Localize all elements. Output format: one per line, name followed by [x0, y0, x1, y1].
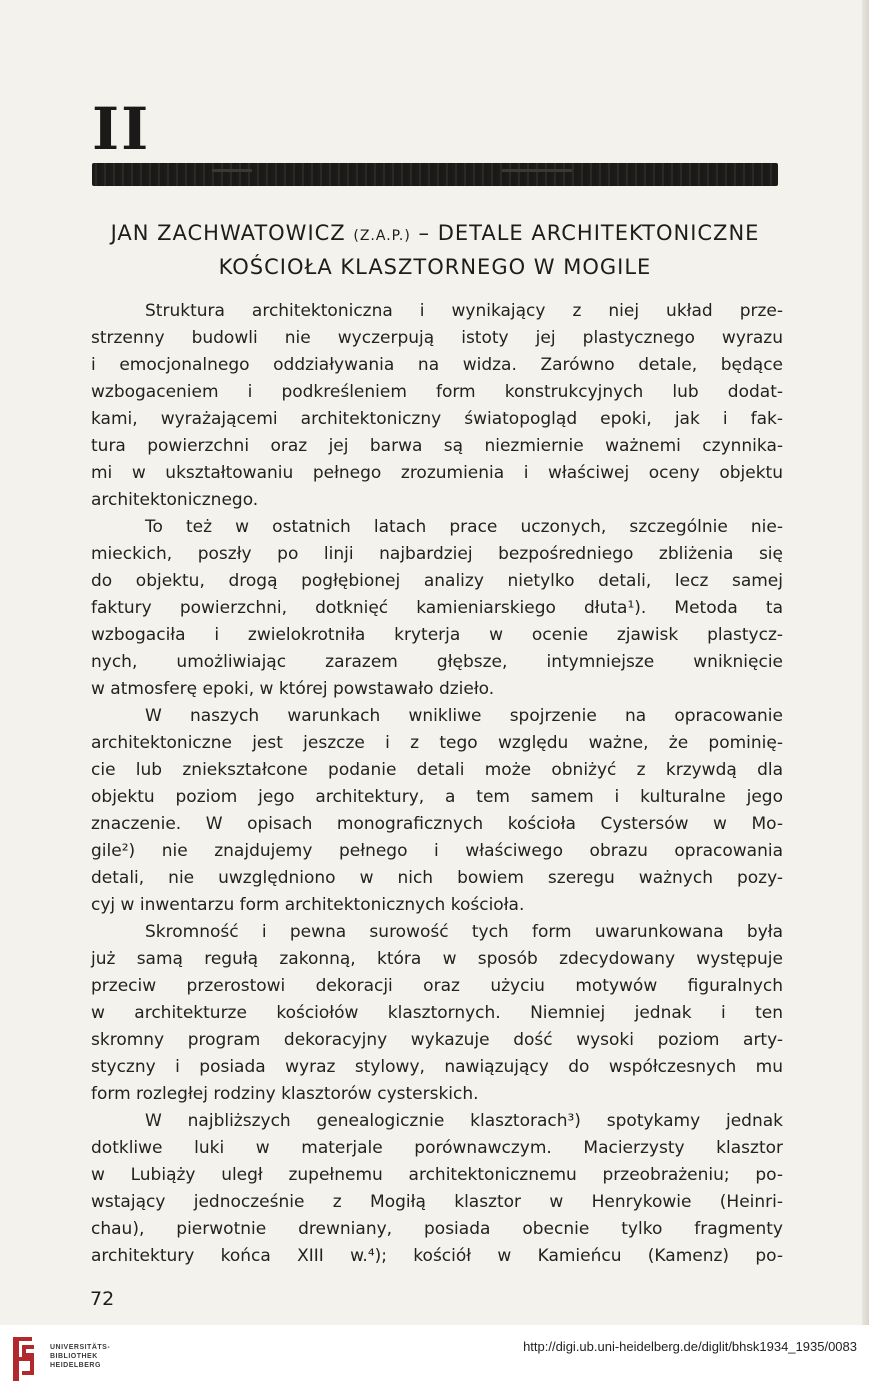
text-line: już samą regułą zakonną, która w sposób zdecydowany występuje — [91, 949, 783, 969]
text-line: i emocjonalnego oddziaływania na widza. Zarówno detale, będące — [91, 355, 783, 375]
text-line: To też w ostatnich latach prace uczonych, szczególnie nie- — [145, 517, 783, 537]
article-title-line-2: KOŚCIOŁA KLASZTORNEGO W MOGILE — [218, 255, 652, 279]
text-line: detali, nie uwzględniono w nich bowiem szeregu ważnych pozy- — [91, 868, 783, 888]
library-logo-text — [50, 1343, 110, 1370]
text-line: znaczenie. W opisach monograficznych kościoła Cystersów w Mo- — [91, 814, 783, 834]
logo-line: UNIVERSITÄTS- — [50, 1344, 111, 1351]
permalink-url[interactable]: http://digi.ub.uni-heidelberg.de/diglit/bhsk1934_1935/0083 — [523, 1339, 857, 1354]
text-line: do objektu, drogą pogłębionej analizy nietylko detali, lecz samej — [91, 571, 783, 591]
text-line: w atmosferę epoki, w której powstawało dzieło. — [91, 679, 495, 699]
text-line: form rozległej rodziny klasztorów cysterskich. — [91, 1084, 479, 1104]
text-line: cie lub zniekształcone podanie detali może obniżyć z krzywdą dla — [91, 760, 783, 780]
text-line: architektonicznego. — [91, 490, 259, 510]
text-line: w Lubiąży uległ zupełnemu architektonicznemu przeobrażeniu; po- — [91, 1165, 783, 1185]
text-line: mi w ukształtowaniu pełnego zrozumienia i właściwej oceny objektu — [91, 463, 783, 483]
text-line: w architekturze kościołów klasztornych. Niemniej jednak i ten — [91, 1003, 783, 1023]
text-line: architektoniczne jest jeszcze i z tego względu ważne, że pominię- — [91, 733, 783, 753]
text-line: cyj w inwentarzu form architektonicznych kościoła. — [91, 895, 525, 915]
text-line: objektu poziom jego architektury, a tem samem i kulturalne jego — [91, 787, 783, 807]
chapter-numeral: II — [92, 95, 151, 163]
library-logo-icon[interactable] — [10, 1335, 36, 1383]
text-line: skromny program dekoracyjny wykazuje dość wysoki poziom arty- — [91, 1030, 783, 1050]
text-line: nych, umożliwiając zarazem głębsze, intymniejsze wniknięcie — [91, 652, 783, 672]
page-number: 72 — [90, 1288, 115, 1310]
text-line: kami, wyrażającemi architektoniczny światopogląd epoki, jak i fak- — [91, 409, 783, 429]
article-title-line-1 — [80, 218, 790, 251]
text-line: W naszych warunkach wnikliwe spojrzenie na opracowanie — [145, 706, 783, 726]
text-line: Struktura architektoniczna i wynikający z niej układ prze- — [145, 301, 783, 321]
decorative-rule — [92, 163, 778, 186]
text-line: architektury końca XIII w.⁴); kościół w Kamieńcu (Kamenz) po- — [91, 1246, 783, 1266]
text-line: wzbogaciła i zwielokrotniła kryterja w ocenie zjawisk plastycz- — [91, 625, 783, 645]
rule-texture — [502, 169, 572, 172]
rule-texture — [212, 169, 252, 172]
text-line: Skromność i pewna surowość tych form uwarunkowana była — [145, 922, 783, 942]
text-line: styczny i posiada wyraz stylowy, nawiązujący do współczesnych mu — [91, 1057, 783, 1077]
text-line: strzenny budowli nie wyczerpują istoty jej plastycznego wyrazu — [91, 328, 783, 348]
logo-line: HEIDELBERG — [50, 1362, 101, 1369]
title-part: – DETALE ARCHITEKTONICZNE — [410, 221, 760, 245]
text-line: tura powierzchni oraz jej barwa są niezmiernie ważnemi czynnika- — [91, 436, 783, 456]
text-line: wzbogaceniem i podkreśleniem form konstrukcyjnych lub dodat- — [91, 382, 783, 402]
text-line: dotkliwe luki w materjale porównawczym. Macierzysty klasztor — [91, 1138, 783, 1158]
logo-line: BIBLIOTHEK — [50, 1353, 98, 1360]
text-line: W najbliższych genealogicznie klasztorach³) spotykamy jednak — [145, 1111, 783, 1131]
page-edge — [862, 0, 869, 1325]
author-affiliation: (Z.A.P.) — [353, 228, 411, 244]
text-line: wstający jednocześnie z Mogiłą klasztor w Henrykowie (Heinri- — [91, 1192, 783, 1212]
text-line: faktury powierzchni, dotknięć kamieniarskiego dłuta¹). Metoda ta — [91, 598, 783, 618]
text-line: mieckich, poszły po linji najbardziej bezpośredniego zbliżenia się — [91, 544, 783, 564]
text-line: chau), pierwotnie drewniany, posiada obecnie tylko fragmenty — [91, 1219, 783, 1239]
author-name: JAN ZACHWATOWICZ — [110, 221, 354, 245]
text-line: gile²) nie znajdujemy pełnego i właściwego obrazu opracowania — [91, 841, 783, 861]
text-line: przeciw przerostowi dekoracji oraz użyciu motywów figuralnych — [91, 976, 783, 996]
viewer-footer — [0, 1325, 869, 1392]
